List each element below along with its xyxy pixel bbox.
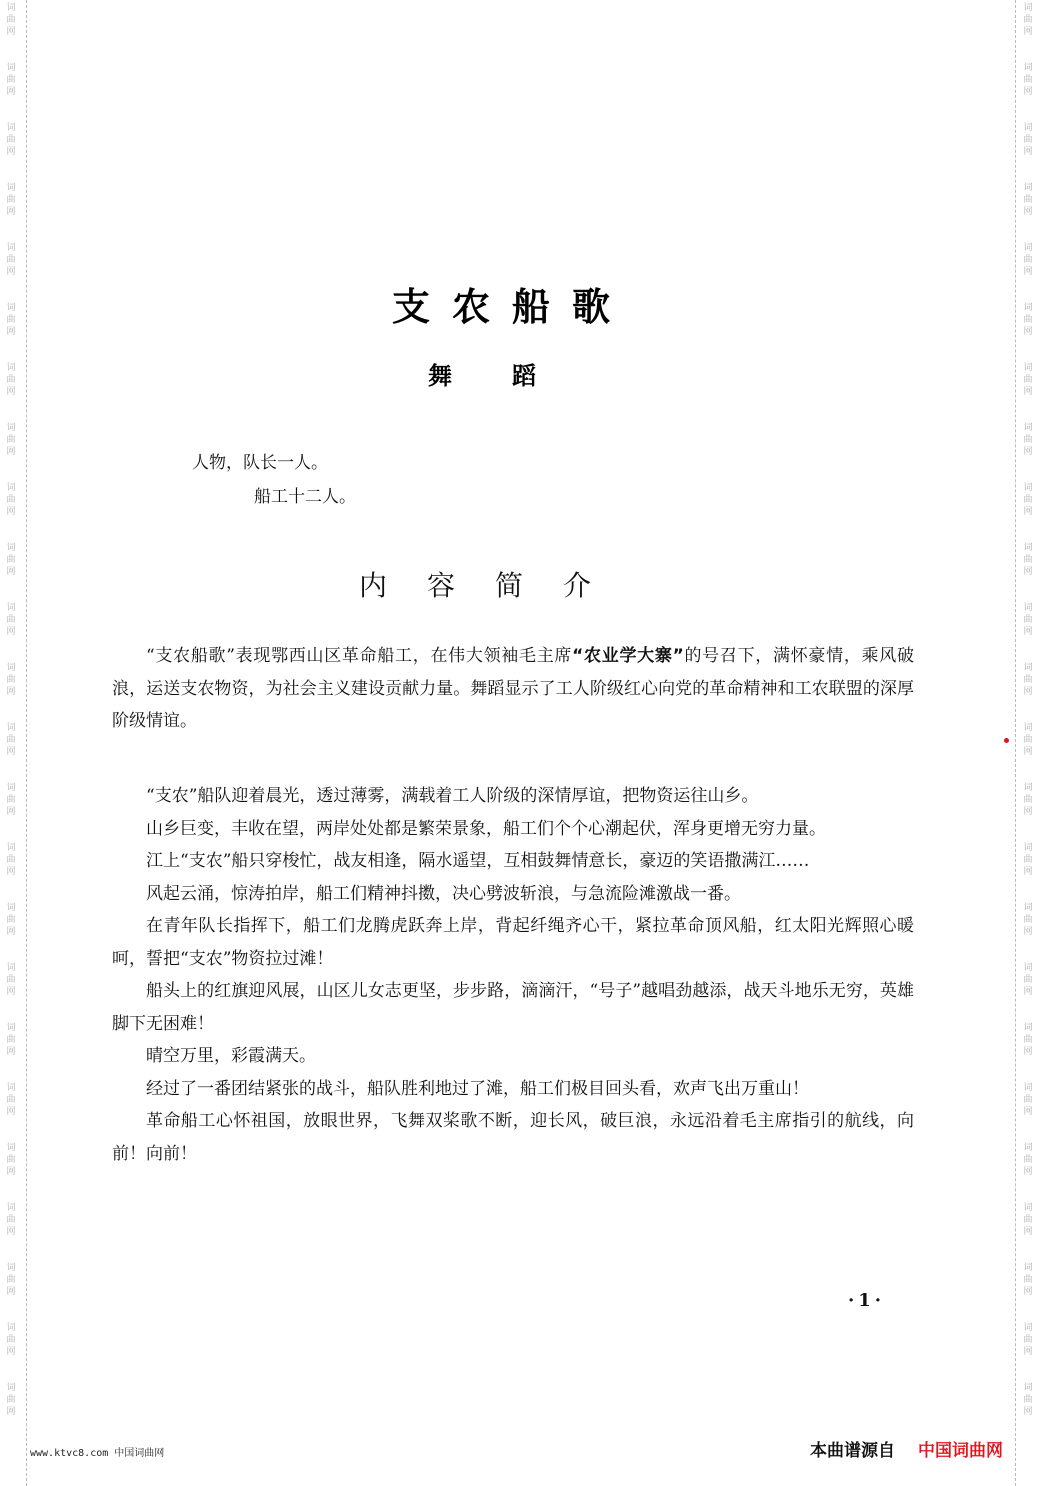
watermark-stamp — [1019, 1142, 1037, 1178]
watermark-glyph: 网 — [1023, 747, 1033, 757]
watermark-stamp — [2, 1202, 20, 1238]
watermark-glyph: 曲 — [1023, 615, 1033, 625]
watermark-stamp — [2, 662, 20, 698]
watermark-stamp — [2, 1082, 20, 1118]
watermark-glyph: 网 — [1023, 1347, 1033, 1357]
watermark-glyph: 词 — [6, 1323, 16, 1333]
watermark-glyph: 词 — [6, 663, 16, 673]
watermark-glyph: 曲 — [1023, 1395, 1033, 1405]
story-paragraph: 山乡巨变，丰收在望，两岸处处都是繁荣景象，船工们个个心潮起伏，浑身更增无穷力量。 — [146, 818, 826, 839]
watermark-glyph: 词 — [1023, 363, 1033, 373]
watermark-glyph: 网 — [1023, 807, 1033, 817]
watermark-glyph: 曲 — [1023, 1035, 1033, 1045]
watermark-glyph: 曲 — [6, 495, 16, 505]
watermark-stamp — [2, 482, 20, 518]
watermark-glyph: 网 — [1023, 327, 1033, 337]
watermark-stamp — [1019, 1262, 1037, 1298]
watermark-glyph: 词 — [1023, 963, 1033, 973]
watermark-glyph: 曲 — [1023, 915, 1033, 925]
watermark-glyph: 网 — [1023, 1287, 1033, 1297]
page-title: 支农船歌 — [391, 285, 632, 329]
left-watermark-column — [2, 0, 22, 1486]
watermark-glyph: 词 — [6, 363, 16, 373]
watermark-glyph: 词 — [6, 783, 16, 793]
watermark-stamp — [1019, 962, 1037, 998]
story-paragraph: 经过了一番团结紧张的战斗，船队胜利地过了滩，船工们极目回头看，欢声飞出万重山！ — [146, 1078, 809, 1099]
watermark-glyph: 词 — [1023, 243, 1033, 253]
watermark-glyph: 曲 — [1023, 315, 1033, 325]
watermark-glyph: 网 — [6, 987, 16, 997]
watermark-glyph: 网 — [1023, 1047, 1033, 1057]
watermark-glyph: 网 — [6, 1107, 16, 1117]
watermark-stamp — [1019, 1022, 1037, 1058]
watermark-glyph: 词 — [6, 3, 16, 13]
story-paragraph: 风起云涌，惊涛拍岸，船工们精神抖擞，决心劈波斩浪，与急流险滩激战一番。 — [146, 883, 741, 904]
watermark-glyph: 曲 — [6, 375, 16, 385]
watermark-glyph: 曲 — [1023, 1095, 1033, 1105]
watermark-glyph: 词 — [6, 543, 16, 553]
watermark-glyph: 词 — [6, 483, 16, 493]
watermark-glyph: 曲 — [6, 555, 16, 565]
watermark-stamp — [2, 2, 20, 38]
watermark-glyph: 词 — [1023, 123, 1033, 133]
watermark-glyph: 词 — [6, 123, 16, 133]
story-section — [112, 780, 914, 1170]
watermark-glyph: 网 — [6, 1167, 16, 1177]
watermark-stamp — [2, 242, 20, 278]
watermark-glyph: 曲 — [1023, 435, 1033, 445]
watermark-glyph: 曲 — [6, 255, 16, 265]
watermark-stamp — [2, 1322, 20, 1358]
watermark-stamp — [1019, 602, 1037, 638]
watermark-glyph: 网 — [6, 1047, 16, 1057]
watermark-glyph: 网 — [6, 627, 16, 637]
watermark-stamp — [2, 1262, 20, 1298]
watermark-glyph: 网 — [1023, 507, 1033, 517]
watermark-glyph: 网 — [1023, 27, 1033, 37]
watermark-glyph: 曲 — [1023, 855, 1033, 865]
watermark-glyph: 曲 — [1023, 1215, 1033, 1225]
watermark-glyph: 词 — [6, 303, 16, 313]
watermark-stamp — [1019, 122, 1037, 158]
watermark-glyph: 网 — [1023, 927, 1033, 937]
watermark-glyph: 词 — [6, 723, 16, 733]
watermark-glyph: 词 — [6, 183, 16, 193]
intro-text-emphasis: “农业学大寨” — [572, 646, 684, 666]
intro-paragraph — [112, 640, 914, 738]
watermark-stamp — [2, 722, 20, 758]
intro-text-part1: “支农船歌”表现鄂西山区革命船工，在伟大领袖毛主席 — [146, 646, 573, 666]
intro-text — [112, 640, 914, 738]
watermark-stamp — [2, 422, 20, 458]
watermark-glyph: 词 — [1023, 1383, 1033, 1393]
right-dashed-border — [1015, 0, 1016, 1486]
watermark-glyph: 曲 — [1023, 1275, 1033, 1285]
watermark-glyph: 词 — [1023, 783, 1033, 793]
watermark-glyph: 词 — [1023, 3, 1033, 13]
watermark-glyph: 词 — [1023, 1323, 1033, 1333]
watermark-glyph: 词 — [6, 1143, 16, 1153]
story-paragraph: 江上“支农”船只穿梭忙，战友相逢，隔水遥望，互相鼓舞情意长，豪迈的笑语撒满江…… — [146, 851, 810, 871]
watermark-glyph: 网 — [6, 267, 16, 277]
watermark-glyph: 曲 — [6, 735, 16, 745]
watermark-glyph: 曲 — [1023, 15, 1033, 25]
watermark-stamp — [2, 962, 20, 998]
watermark-stamp — [1019, 1202, 1037, 1238]
watermark-stamp — [2, 782, 20, 818]
watermark-stamp — [1019, 482, 1037, 518]
watermark-glyph: 曲 — [6, 1395, 16, 1405]
watermark-glyph: 网 — [6, 327, 16, 337]
watermark-glyph: 曲 — [6, 15, 16, 25]
watermark-glyph: 网 — [1023, 87, 1033, 97]
watermark-glyph: 词 — [1023, 483, 1033, 493]
section-heading: 内容简介 — [358, 569, 631, 602]
watermark-glyph: 网 — [1023, 267, 1033, 277]
watermark-glyph: 网 — [1023, 567, 1033, 577]
watermark-glyph: 网 — [6, 927, 16, 937]
watermark-glyph: 网 — [6, 507, 16, 517]
watermark-glyph: 词 — [6, 243, 16, 253]
watermark-glyph: 网 — [1023, 627, 1033, 637]
watermark-stamp — [2, 1022, 20, 1058]
watermark-glyph: 网 — [6, 207, 16, 217]
watermark-glyph: 曲 — [6, 75, 16, 85]
watermark-glyph: 词 — [6, 1023, 16, 1033]
watermark-glyph: 词 — [1023, 543, 1033, 553]
watermark-glyph: 曲 — [1023, 495, 1033, 505]
watermark-stamp — [1019, 842, 1037, 878]
watermark-stamp — [2, 182, 20, 218]
watermark-stamp — [1019, 722, 1037, 758]
watermark-stamp — [1019, 182, 1037, 218]
watermark-glyph: 词 — [1023, 663, 1033, 673]
watermark-glyph: 曲 — [1023, 735, 1033, 745]
watermark-stamp — [1019, 1382, 1037, 1418]
watermark-glyph: 网 — [6, 387, 16, 397]
watermark-glyph: 词 — [1023, 183, 1033, 193]
watermark-glyph: 词 — [6, 423, 16, 433]
watermark-glyph: 网 — [6, 147, 16, 157]
watermark-glyph: 曲 — [1023, 975, 1033, 985]
watermark-stamp — [1019, 662, 1037, 698]
watermark-glyph: 曲 — [6, 855, 16, 865]
watermark-glyph: 词 — [1023, 63, 1033, 73]
watermark-glyph: 网 — [1023, 1407, 1033, 1417]
watermark-glyph: 曲 — [1023, 555, 1033, 565]
watermark-glyph: 词 — [1023, 423, 1033, 433]
watermark-glyph: 词 — [1023, 843, 1033, 853]
watermark-glyph: 词 — [6, 1203, 16, 1213]
watermark-glyph: 网 — [6, 1347, 16, 1357]
watermark-glyph: 网 — [6, 807, 16, 817]
watermark-glyph: 曲 — [6, 1095, 16, 1105]
right-watermark-column — [1019, 0, 1039, 1486]
watermark-glyph: 网 — [6, 567, 16, 577]
watermark-glyph: 词 — [1023, 1023, 1033, 1033]
watermark-stamp — [1019, 1082, 1037, 1118]
story-paragraph: 船头上的红旗迎风展，山区儿女志更坚，步步路，滴滴汗，“号子”越唱劲越添，战天斗地乐无穷，英雄脚下无困难！ — [112, 981, 914, 1034]
watermark-stamp — [1019, 242, 1037, 278]
watermark-glyph: 网 — [1023, 1227, 1033, 1237]
story-paragraph: 晴空万里，彩霞满天。 — [146, 1046, 316, 1066]
watermark-glyph: 曲 — [6, 615, 16, 625]
footer-source-label: 本曲谱源自 — [810, 1441, 895, 1461]
watermark-glyph: 词 — [6, 963, 16, 973]
watermark-glyph: 词 — [6, 903, 16, 913]
watermark-glyph: 词 — [6, 1263, 16, 1273]
watermark-glyph: 词 — [6, 843, 16, 853]
watermark-glyph: 词 — [1023, 1203, 1033, 1213]
watermark-glyph: 曲 — [1023, 375, 1033, 385]
watermark-glyph: 曲 — [6, 195, 16, 205]
watermark-glyph: 曲 — [6, 675, 16, 685]
intro-text-part2: 的号召下，满怀豪情，乘风破浪，运送支农物资，为社会主义建设贡献力量。舞蹈显示了工人阶级红心向党的革命精神和工农联盟的深厚阶级情谊。 — [112, 646, 914, 731]
watermark-glyph: 曲 — [6, 915, 16, 925]
watermark-glyph: 词 — [1023, 1263, 1033, 1273]
story-paragraph: 在青年队长指挥下，船工们龙腾虎跃奔上岸，背起纤绳齐心干，紧拉革命顶风船，红太阳光辉照心暖呵，誓把“支农”物资拉过滩！ — [112, 916, 914, 969]
cast-line-2: 船工十二人。 — [254, 487, 356, 507]
watermark-glyph: 网 — [1023, 207, 1033, 217]
watermark-glyph: 网 — [1023, 1107, 1033, 1117]
watermark-glyph: 网 — [1023, 147, 1033, 157]
watermark-glyph: 曲 — [1023, 675, 1033, 685]
left-dashed-border — [26, 0, 27, 1486]
watermark-glyph: 词 — [6, 603, 16, 613]
watermark-glyph: 曲 — [6, 1275, 16, 1285]
story-paragraph: “支农”船队迎着晨光，透过薄雾，满载着工人阶级的深情厚谊，把物资运往山乡。 — [146, 786, 759, 806]
page-subtitle: 舞蹈 — [428, 362, 596, 390]
watermark-glyph: 曲 — [1023, 1155, 1033, 1165]
watermark-stamp — [2, 902, 20, 938]
footer-site-url[interactable]: www.ktvc8.com 中国词曲网 — [30, 1448, 165, 1459]
watermark-glyph: 曲 — [1023, 1335, 1033, 1345]
watermark-stamp — [2, 602, 20, 638]
watermark-glyph: 曲 — [6, 1335, 16, 1345]
watermark-glyph: 网 — [6, 87, 16, 97]
watermark-glyph: 词 — [1023, 1143, 1033, 1153]
watermark-stamp — [1019, 62, 1037, 98]
watermark-stamp — [1019, 902, 1037, 938]
watermark-glyph: 曲 — [6, 975, 16, 985]
watermark-stamp — [1019, 422, 1037, 458]
watermark-glyph: 网 — [6, 27, 16, 37]
watermark-glyph: 网 — [6, 867, 16, 877]
watermark-glyph: 网 — [6, 687, 16, 697]
watermark-glyph: 曲 — [6, 135, 16, 145]
watermark-glyph: 曲 — [1023, 75, 1033, 85]
watermark-stamp — [2, 62, 20, 98]
watermark-glyph: 网 — [1023, 867, 1033, 877]
watermark-glyph: 曲 — [1023, 795, 1033, 805]
watermark-glyph: 曲 — [6, 1035, 16, 1045]
watermark-glyph: 曲 — [6, 315, 16, 325]
watermark-glyph: 网 — [1023, 387, 1033, 397]
watermark-glyph: 词 — [1023, 723, 1033, 733]
watermark-stamp — [2, 842, 20, 878]
watermark-glyph: 网 — [6, 747, 16, 757]
watermark-stamp — [1019, 2, 1037, 38]
watermark-glyph: 网 — [1023, 987, 1033, 997]
cast-line-1: 人物，队长一人。 — [192, 453, 328, 473]
watermark-glyph: 词 — [6, 1383, 16, 1393]
footer-brand-link[interactable]: 中国词曲网 — [918, 1441, 1003, 1461]
page-number: ·1· — [848, 1290, 886, 1311]
watermark-glyph: 网 — [6, 1227, 16, 1237]
watermark-glyph: 词 — [6, 63, 16, 73]
watermark-glyph: 网 — [6, 1287, 16, 1297]
story-paragraph: 革命船工心怀祖国，放眼世界，飞舞双桨歌不断，迎长风，破巨浪，永远沿着毛主席指引的航线，向前！向前！ — [112, 1111, 914, 1164]
watermark-stamp — [1019, 1322, 1037, 1358]
watermark-glyph: 曲 — [6, 795, 16, 805]
watermark-glyph: 网 — [1023, 447, 1033, 457]
watermark-glyph: 词 — [1023, 1083, 1033, 1093]
watermark-glyph: 词 — [1023, 303, 1033, 313]
watermark-glyph: 网 — [1023, 687, 1033, 697]
watermark-stamp — [2, 122, 20, 158]
watermark-stamp — [1019, 782, 1037, 818]
watermark-glyph: 网 — [6, 447, 16, 457]
watermark-glyph: 曲 — [6, 435, 16, 445]
watermark-glyph: 网 — [6, 1407, 16, 1417]
watermark-stamp — [2, 1382, 20, 1418]
watermark-glyph: 词 — [1023, 903, 1033, 913]
watermark-glyph: 曲 — [1023, 195, 1033, 205]
watermark-stamp — [1019, 542, 1037, 578]
watermark-glyph: 曲 — [6, 1155, 16, 1165]
watermark-stamp — [2, 1142, 20, 1178]
decorative-dot — [1004, 738, 1009, 743]
watermark-glyph: 网 — [1023, 1167, 1033, 1177]
watermark-glyph: 词 — [6, 1083, 16, 1093]
watermark-glyph: 曲 — [1023, 255, 1033, 265]
watermark-glyph: 曲 — [1023, 135, 1033, 145]
watermark-glyph: 曲 — [6, 1215, 16, 1225]
watermark-glyph: 词 — [1023, 603, 1033, 613]
